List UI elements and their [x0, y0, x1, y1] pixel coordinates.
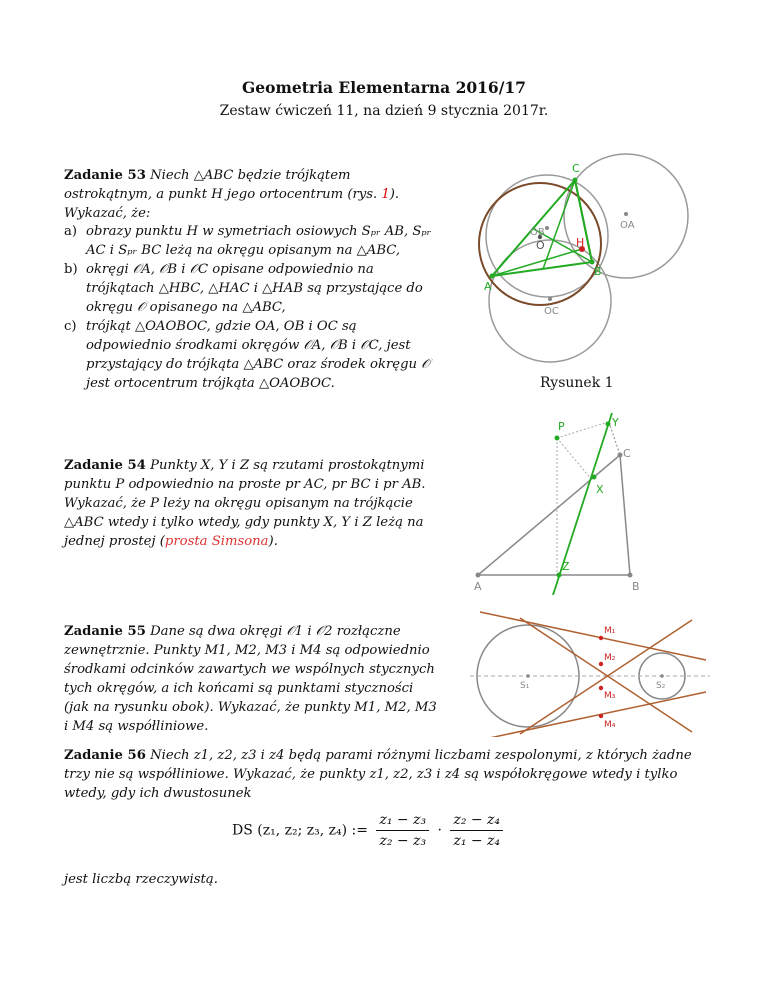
exercise-55 — [64, 622, 442, 736]
tangent-inner-1 — [520, 620, 692, 734]
figure-3-tangents — [470, 602, 710, 737]
figure-1-orthocenter — [460, 148, 700, 368]
exercise-56-closing: jest liczbą rzeczywistą. — [64, 872, 218, 887]
perp-py — [557, 422, 608, 438]
label-ob: OB — [530, 227, 545, 238]
label-p: P — [558, 420, 565, 433]
list-item: b) okręgi 𝒪A, 𝒪B i 𝒪C opisane odpowiednio na trójkątach △HBC, △HAC i △HAB są przystające do okręgu 𝒪 opisanego na △ABC, — [64, 262, 423, 315]
exercise-56-text: Niech z1, z2, z3 i z4 będą parami różnymi liczbami zespolonymi, z których żadne trzy nie są współliniowe. Wykazać, że punkty z1, z2, z3 i z4 są współokręgowe wtedy i tylko wtedy, gdy ich dwustosunek — [64, 748, 692, 801]
exercise-53 — [64, 166, 442, 223]
exercise-55-heading: Zadanie 55 — [64, 624, 146, 639]
exercise-53-list — [64, 222, 442, 393]
label-c2: C — [623, 447, 631, 460]
label-m3: M₃ — [604, 691, 616, 701]
figure-ref-link[interactable]: 1 — [381, 187, 390, 202]
label-m1: M₁ — [604, 626, 616, 636]
side-bc — [620, 455, 630, 575]
page-title: Geometria Elementarna 2016/17 — [242, 78, 526, 97]
exercise-54: Zadanie 54 Punkty X, Y i Z są rzutami prostokątnymi punktu P odpowiednio na proste pr AC, pr BC i pr AB. Wykazać, że P leży na okręgu opisanym na trójkącie △ABC wtedy i tylko wtedy, gdy punkty X, Y i Z leżą na jednej prostej (prosta Simsona). — [64, 458, 426, 549]
list-item: a) obrazy punktu H w symetriach osiowych Sₚᵣ AB, Sₚᵣ AC i Sₚᵣ BC leżą na okręgu opisanym na △ABC, — [64, 224, 432, 258]
label-h: H — [576, 236, 585, 249]
exercise-53-intro-end: ). Wykazać, że: — [64, 187, 400, 221]
exercise-56 — [64, 746, 704, 803]
figure-2-simson — [460, 410, 660, 595]
label-y: Y — [612, 416, 619, 429]
label-z: Z — [562, 560, 570, 573]
label-b2: B — [632, 580, 640, 593]
figure-1-caption: Rysunek 1 — [540, 375, 614, 391]
label-b: B — [594, 265, 602, 278]
page-subtitle: Zestaw ćwiczeń 11, na dzień 9 stycznia 2017r. — [219, 103, 549, 119]
label-oa: OA — [620, 220, 635, 231]
simson-line-link[interactable]: prosta Simsona — [164, 534, 269, 549]
side-ac — [478, 455, 620, 575]
exercise-53-heading: Zadanie 53 — [64, 168, 146, 183]
label-s1: S₁ — [520, 681, 530, 691]
perp-px — [557, 438, 592, 480]
exercise-54-heading: Zadanie 54 — [64, 458, 146, 473]
exercise-56-heading: Zadanie 56 — [64, 748, 146, 763]
tangent-outer-1 — [480, 612, 706, 660]
exercise-53-intro: Niech △ABC będzie trójkątem ostrokątnym, a punkt H jego ortocentrum (rys. — [64, 168, 382, 202]
list-item: c) trójkąt △OAOBOC, gdzie OA, OB i OC są odpowiednio środkami okręgów 𝒪A, 𝒪B i 𝒪C, jest przystający do trójkąta △ABC oraz środek okręgu 𝒪 jest ortocentrum trójkąta △OAOBOC. — [64, 319, 430, 391]
label-m4: M₄ — [604, 720, 616, 730]
label-m2: M₂ — [604, 653, 616, 663]
label-a2: A — [474, 580, 482, 593]
label-c: C — [572, 162, 580, 175]
cross-ratio-formula: DS (z₁, z₂; z₃, z₄) := $\frac{\text{z₁ − z₃}}{\text{z₂ − z₃}}$ · $\frac{\text{z₂ − z₄}}{\text{z₁ − z₄}}$ — [232, 812, 507, 849]
altitude-a — [492, 249, 582, 276]
formula-lhs: DS (z₁, z₂; z₃, z₄) := — [232, 822, 369, 839]
label-x: X — [596, 483, 604, 496]
label-o: O — [536, 239, 545, 252]
exercise-54-text: Punkty X, Y i Z są rzutami prostokątnymi punktu P odpowiednio na proste pr AC, pr BC i pr AB. Wykazać, że P leży na okręgu opisanym na trójkącie △ABC wtedy i tylko wtedy, gdy punkty X, Y i Z leżą na jednej prostej ( — [64, 458, 426, 549]
label-s2: S₂ — [656, 681, 666, 691]
label-oc: OC — [544, 306, 559, 317]
label-a: A — [484, 280, 492, 293]
exercise-55-text: Dane są dwa okręgi 𝒪1 i 𝒪2 rozłączne zewnętrznie. Punkty M1, M2, M3 i M4 są odpowiednio środkami odcinków zawartych we wspólnych stycznych tych okręgów, a ich końcami są punktami styczności (jak na rysunku obok). Wykazać, że punkty M1, M2, M3 i M4 są współliniowe. — [64, 624, 437, 734]
tangent-outer-2 — [480, 692, 706, 737]
